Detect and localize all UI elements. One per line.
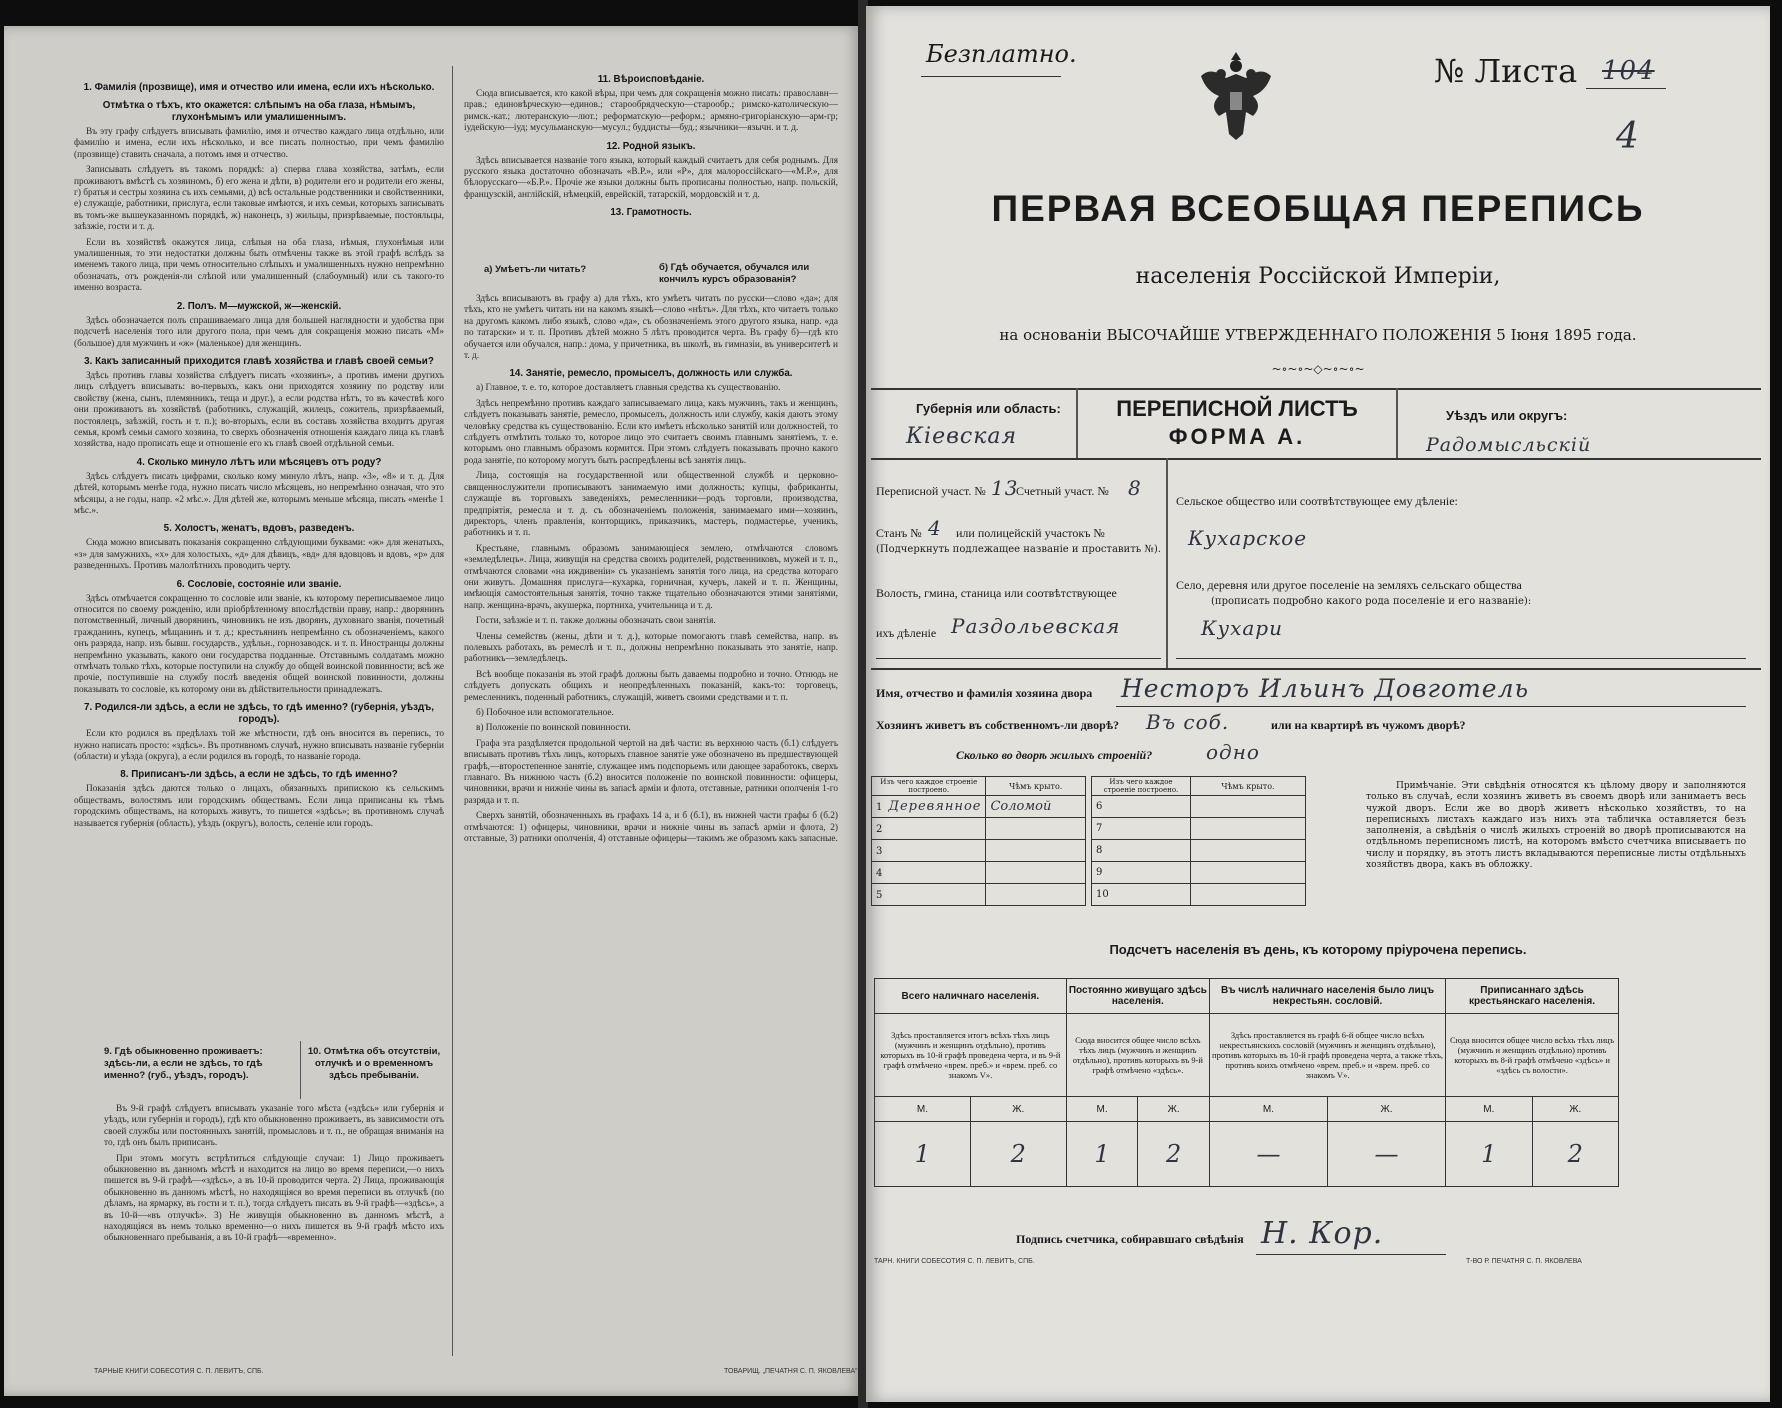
- buildings-head-roof: Чѣмъ крыто.: [986, 777, 1086, 796]
- buildings-table-right: [1091, 776, 1306, 906]
- literacy-b-heading: б) Гдѣ обучается, обучался или кончилъ курсъ образованія?: [659, 262, 810, 285]
- header-band-div-2: [1396, 388, 1398, 458]
- building-number: 3: [876, 846, 883, 857]
- sheet-number-label: № Листа: [1434, 52, 1578, 90]
- free-label: Безплатно.: [926, 40, 1077, 68]
- instruction-column-1: [74, 76, 444, 1066]
- building-roof: [986, 862, 1086, 884]
- building-row: [872, 862, 1086, 884]
- building-row: [872, 818, 1086, 840]
- building-roof: [1191, 862, 1306, 884]
- village-line: [1176, 658, 1746, 659]
- village-label: Село, деревня или другое поселеніе на земляхъ сельскаго общества: [1176, 578, 1522, 592]
- population-female-head: Ж.: [1328, 1097, 1446, 1122]
- population-count: —: [1209, 1122, 1327, 1187]
- police-note: (Подчеркнуть подлежащее названіе и проставить №).: [876, 544, 1161, 555]
- building-material-cell: [872, 796, 986, 818]
- instruction-paragraph: Въ эту графу слѣдуетъ вписывать фамилію, имя и отчество каждаго лица отдѣльно, или фамилію и имена, если ихъ нѣсколько, и все писать полностью, при чемъ фамилію (прозвище) ставить сначала, а потомъ имя и отчество.: [74, 127, 444, 160]
- double-headed-eagle-emblem: [1191, 46, 1281, 146]
- census-subtitle: населенія Россійской Имперіи,: [1135, 264, 1501, 289]
- instruction-heading: 3. Какъ записанный приходится главѣ хозяйства и главѣ своей семьи?: [84, 355, 434, 367]
- building-row: [1092, 796, 1306, 818]
- instruction-paragraph: Здѣсь отмѣчается сокращенно то сословіе или званіе, къ которому переписываемое лицо относится по своему рожденію, или пріобрѣтенному впослѣдствіи праву, напр.: дворянинъ потомственный, личный дворянинъ, чиновникъ не изъ дворянъ, духовнаго званія, почетный гражданинъ, купецъ, мѣщанинъ и т. д.; крестьянинъ непремѣнно съ обозначеніемъ, какого онъ разряда, напр. изъ бывш. государств., удѣльн., горнозаводск. и т. п. Иностранцы должны непремѣнно указывать, какого они государства подданные. Отставнымъ солдатамъ можно отмѣчать только тѣхъ, которые поступили на службу до общей воинской повинности; всѣ же прочіе, поступившіе на службу послѣ введенія общей воинской повинности, должны показывать то сословіе, къ которому они въ дѣйствительности принадлежатъ.: [74, 593, 444, 695]
- instruction-heading: 5. Холостъ, женатъ, вдовъ, разведенъ.: [163, 523, 355, 535]
- instruction-heading: 13. Грамотность.: [610, 207, 692, 219]
- population-group-head: Постоянно живущаго здѣсь населенія.: [1066, 979, 1209, 1014]
- printer-imprint-left: ТАРНЫЕ КНИГИ СОБЕСОТИЯ С. П. ЛЕВИТЪ, СПБ.: [94, 1368, 264, 1375]
- location-block-bottom: [871, 668, 1761, 670]
- form-subtitle: ФОРМА А.: [1168, 424, 1306, 449]
- building-number: 2: [876, 824, 883, 835]
- society-label: Сельское общество или соотвѣтствующее ему дѣленіе:: [1176, 494, 1458, 508]
- province-label: Губернія или область:: [916, 401, 1061, 416]
- ornament: ~∘~∘~◇~∘~∘~: [1271, 362, 1365, 376]
- building-roof: [986, 840, 1086, 862]
- buildings-head-material: Изъ чего каждое строеніе построено.: [1092, 777, 1191, 796]
- instruction-heading: 12. Родной языкъ.: [606, 140, 696, 152]
- building-row: [872, 796, 1086, 818]
- instruction-paragraph: Показанія здѣсь даются только о лицахъ, обязанныхъ припискою къ сельскимъ обществамъ, волостямъ или городскимъ обществамъ. Если лица приписаны къ тѣмъ городскимъ обществамъ, на которыхъ живутъ, то пишется «здѣсь»; въ противномъ случаѣ называется губернія (область), уѣздъ (округъ), волость, селеніе или городъ.: [74, 784, 444, 829]
- building-row: [1092, 862, 1306, 884]
- building-roof: [1191, 796, 1306, 818]
- volost-line: [876, 658, 1161, 659]
- stan-value: 4: [928, 516, 942, 540]
- instruction-heading: 1. Фамилія (прозвище), имя и отчество или имена, если ихъ нѣсколько.: [83, 82, 435, 93]
- volost-label-1: Волость, гмина, станица или соотвѣтствующее: [876, 586, 1117, 600]
- sheet-number-value: 104: [1602, 56, 1655, 86]
- police-label: или полицейскій участокъ №: [956, 526, 1105, 540]
- instruction-heading: 2. Полъ. М—мужской, ж—женскій.: [176, 300, 342, 312]
- instruction-page: [4, 26, 860, 1396]
- instruction-heading: 8. Приписанъ-ли здѣсь, а если не здѣсь, то гдѣ именно?: [120, 769, 398, 781]
- building-material-cell: [872, 840, 986, 862]
- instruction-paragraph: Здѣсь вписывается названіе того языка, который каждый считаетъ для себя роднымъ. Для русского языка достаточно обозначать «В.Р.», или «Р», для малороссійскаго—«М.Р.», для бѣлорусскаго—«Б.Р.». Прочіе же языки должны быть прописаны полностью, напр. польскій, французскій, англійскій, нѣмецкій, еврейскій, татарскій, мордовскій и т. д.: [464, 155, 838, 200]
- location-divider: [1166, 458, 1168, 668]
- buildings-note: Примѣчаніе. Эти свѣдѣнія относятся къ цѣлому двору и заполняются только въ случаѣ, если хозяинъ живетъ въ своемъ дворѣ или занимаетъ весь чужой дворъ. Если же во дворѣ живетъ нѣсколько хозяйствъ, то на переписныхъ листахъ каждаго изъ нихъ эта табличка оставляется безъ заполненія, а свѣдѣнія о числѣ жилыхъ строеній во дворѣ прописываются на отдѣльномъ переписномъ листѣ, на которомъ вмѣсто счетчика вписываетъ по числу и порядку, въ этотъ листъ вкладываются переписные листы отдѣльныхъ хозяйствъ двора, какъ въ обложку.: [1366, 781, 1746, 871]
- census-basis: на основаніи ВЫСОЧАЙШЕ УТВЕРЖДЕННАГО ПОЛОЖЕНІЯ 5 Іюня 1895 года.: [999, 326, 1637, 344]
- building-roof: [986, 884, 1086, 906]
- stan-label: Станъ №: [876, 526, 922, 540]
- building-number: 1: [876, 802, 883, 813]
- signature-line: [1256, 1254, 1446, 1255]
- society-value: Кухарское: [1188, 526, 1308, 550]
- instruction-paragraph: Гости, заѣзжіе и т. п. также должны обозначать свои занятія.: [476, 616, 716, 627]
- volost-label-2: ихъ дѣленіе: [876, 626, 937, 640]
- buildings-head-material: Изъ чего каждое строеніе построено.: [872, 777, 986, 796]
- instruction-paragraph: Здѣсь обозначается полъ спрашиваемаго лица для большей наглядности и удобства при подсчетѣ населенія того или другого пола, при чемъ для сокращенія можно писать «М» (большое) для мужчинъ и «ж» (маленькое) для женщинъ.: [74, 315, 444, 349]
- instruction-paragraph: Графа эта раздѣляется продольной чертой на двѣ части: въ верхнюю часть (б.1) слѣдуетъ вписывать противъ тѣхъ лицъ, которыхъ главное занятіе уже обозначено въ предшествующей графѣ,—второстепенное занятіе, служащее имъ подспорьемъ или дающее заработокъ, сверхъ главнаго. Въ нижнюю часть (б.2) вносится положеніе по воинской повинности: офицеры, чиновники, врачи и нижніе чины въ запасѣ арміи и флота, отставные, ратники ополченія 1-го разряда и т. п.: [464, 738, 838, 806]
- census-form-page: [866, 6, 1770, 1402]
- sheet-number-underline: [1586, 88, 1666, 89]
- instruction-paragraph: Здѣсь противъ главы хозяйства слѣдуетъ писать «хозяинъ», а противъ имени другихъ лицъ слѣдуетъ вписывать: во-первыхъ, какъ они приходятся хозяину по родству или свойству (жена, сынъ, племянникъ, теща и друг.), а если родства нѣтъ, то въ качествѣ кого они проживаютъ въ хозяйствѣ (работникъ, служащій, жилецъ, сожитель, призрѣваемый, постоялецъ, заѣзжій, гость и т. п.); во-вторыхъ, если въ составъ хозяйства входитъ другая семья, кромѣ семьи самого хозяина, то сверхъ обозначенія отношенія каждаго лица къ главѣ хозяйства, надо прописать еще и отношеніе его къ главѣ своей отдѣльной семьи.: [74, 370, 444, 450]
- count-unit-value: 8: [1128, 476, 1142, 500]
- instruction-paragraph: Сверхъ занятій, обозначенныхъ въ графахъ 14 а, и б (б.1), въ нижней части графы б (б.2) отмѣчаются: 1) офицеры, чиновники, врачи и нижніе чины въ запасѣ арміи и флота, 2) отставные, 3) ратники ополченія, 4) отставные офицеры—такимъ же образомъ какъ запасные.: [464, 811, 838, 845]
- population-count: 2: [1138, 1122, 1210, 1187]
- printer-imprint-left: ТАРН. КНИГИ СОБЕСОТИЯ С. П. ЛЕВИТЪ, СПБ.: [874, 1258, 1035, 1265]
- building-row: [1092, 840, 1306, 862]
- instruction-column-1-bottom: [104, 1104, 444, 1354]
- instruction-heading: 14. Занятіе, ремесло, промыселъ, должность или служба.: [509, 368, 793, 380]
- building-roof: [1191, 840, 1306, 862]
- instruction-paragraph: Сюда вписывается, кто какой вѣры, при чемъ для сокращенія можно писать: православн—прав.; единовѣрческую—единов.; старообрядческую—старообр.; римско-католическую—римск.-кат.; лютеранскую—лют.; реформатскую—реформ.; армяно-григоріанскую—арм-гр; іудейскую—іуд; мусульманскую—мусул.; буддисты—буд.; язычники—язычн. и т. д.: [464, 89, 838, 134]
- printer-imprint-right: Т-ВО Р. ПЕЧАТНЯ С. П. ЯКОВЛЕВА: [1466, 1258, 1582, 1265]
- instruction-paragraph: Здѣсь слѣдуетъ писать цифрами, сколько кому минуло лѣтъ, напр. «3», «8» и т. д. Для дѣтей, которымъ менѣе года, нужно писать число мѣсяцевъ, но непремѣнно означая, что это мѣсяцы, а не годы, напр. «2 мѣс.». Для дѣтей же, которымъ меньше мѣсяца, писать «менѣе 1 мѣс.».: [74, 471, 444, 516]
- population-group-head: Въ числѣ наличнаго населенія было лицъ некрестьян. сословій.: [1209, 979, 1445, 1014]
- signature-value: Н. Кор.: [1261, 1216, 1384, 1251]
- own-house-value: Въ соб.: [1146, 710, 1230, 734]
- building-number: 6: [1092, 796, 1191, 818]
- column-divider: [452, 66, 453, 1356]
- buildings-value: одно: [1206, 740, 1260, 764]
- own-house-label: Хозяинъ живетъ въ собственномъ-ли дворѣ?: [876, 718, 1120, 732]
- q9-heading: 9. Гдѣ обыкновенно проживаетъ: здѣсь-ли, а если не здѣсь, то гдѣ именно? (губ., уѣздъ, городъ).: [104, 1046, 263, 1081]
- population-female-head: Ж.: [970, 1097, 1066, 1122]
- building-number: 8: [1092, 840, 1191, 862]
- instruction-paragraph: Въ 9-й графѣ слѣдуетъ вписывать указаніе того мѣста («здѣсь» или губернія и уѣздъ, или губернія и городъ), гдѣ кто обыкновенно проживаетъ, въ зависимости отъ своей службы или постоянныхъ занятій, промысловъ и т. п., не обращая вниманія на то, гдѣ онъ былъ приписанъ.: [104, 1104, 444, 1149]
- population-male-head: М.: [1446, 1097, 1532, 1122]
- population-female-head: Ж.: [1532, 1097, 1618, 1122]
- instruction-paragraph: в) Положеніе по воинской повинности.: [476, 723, 631, 734]
- header-band-top: [871, 388, 1761, 390]
- building-material-cell: [872, 884, 986, 906]
- building-row: [872, 884, 1086, 906]
- corner-mark: 4: [1616, 116, 1640, 157]
- building-material-cell: [872, 862, 986, 884]
- free-underline: [921, 76, 1061, 77]
- instruction-heading: 6. Сословіе, состояніе или званіе.: [176, 578, 342, 590]
- building-number: 7: [1092, 818, 1191, 840]
- form-title: ПЕРЕПИСНОЙ ЛИСТЪ: [1116, 396, 1358, 421]
- count-unit-label: Счетный участ. №: [1016, 484, 1109, 498]
- building-material: Деревянное: [888, 799, 982, 814]
- owner-line: [1116, 706, 1746, 707]
- population-count: 2: [970, 1122, 1066, 1187]
- building-row: [872, 840, 1086, 862]
- population-female-head: Ж.: [1138, 1097, 1210, 1122]
- instruction-paragraph: Если въ хозяйствѣ окажутся лица, слѣпыя на оба глаза, нѣмыя, глухонѣмыя или умалишенныя, то эти недостатки должны быть отмѣчены также въ этой графѣ вслѣдъ за именемъ такого лица, при чемъ относительно слѣпыхъ и умалишенныхъ нужно непремѣнно обозначать, отъ рожденія-ли слѣпой или умалишенный (слабоумный) или съ такого-то именно возраста.: [74, 237, 444, 294]
- village-note: (прописать подробно какого рода поселеніе и его названіе):: [1211, 596, 1532, 607]
- population-group-head: Приписаннаго здѣсь крестьянскаго населенія.: [1446, 979, 1619, 1014]
- literacy-a-heading: а) Умѣетъ-ли читать?: [484, 264, 587, 275]
- population-group-desc: Здѣсь проставляется итогъ всѣхъ тѣхъ лицъ (мужчинъ и женщинъ отдѣльно), противъ которыхъ въ 10-й графѣ проведена черта, и въ 9-й графѣ отмѣчено «врем. преб.» и «врем. преб. со знакомъ V».: [875, 1014, 1067, 1097]
- population-count: 1: [875, 1122, 971, 1187]
- instruction-heading: 7. Родился-ли здѣсь, а если не здѣсь, то гдѣ именно? (губернія, уѣздъ, городъ).: [84, 702, 434, 726]
- instruction-paragraph: Лица, состоящія на государственной или общественной службѣ и церковно-священнослужители прописываютъ занимаемую ими должность; купцы, фабриканты, служащіе въ торговыхъ заведеніяхъ, ремесленники—родъ торговли, производства, предпріятія, ремесла и т. д. съ обозначеніемъ положенія, занимаемаго ими—хозяинъ, директоръ, членъ правленія, конторщикъ, приказчикъ, мастеръ, подмастерье, ученикъ, работникъ и т. п.: [464, 471, 838, 539]
- province-value: Кіевская: [906, 424, 1018, 449]
- population-count: 1: [1446, 1122, 1532, 1187]
- buildings-table-left: [871, 776, 1086, 906]
- buildings-head-roof: Чѣмъ крыто.: [1191, 777, 1306, 796]
- instruction-heading: Отмѣтка о тѣхъ, кто окажется: слѣпымъ на оба глаза, нѣмымъ, глухонѣмымъ или умалишеннымъ.: [102, 100, 416, 123]
- instruction-heading: 4. Сколько минуло лѣтъ или мѣсяцевъ отъ роду?: [136, 456, 382, 468]
- building-material-cell: [872, 818, 986, 840]
- building-roof: [1191, 818, 1306, 840]
- printer-imprint-mid: ТОВАРИЩ. „ПЕЧАТНЯ С. П. ЯКОВЛЕВА“: [724, 1368, 858, 1375]
- instruction-paragraph: Здѣсь вписываютъ въ графу а) для тѣхъ, кто умѣетъ читать по русски—слово «да»; для тѣхъ, кто не умѣетъ читать ни на какомъ языкѣ—слово «нѣтъ». Для тѣхъ, кто читаетъ только на другомъ какомъ либо языкѣ, слово «да», съ обозначеніемъ этого другого языка, напр. «да по татарски» и т. п. Противъ дѣтей можно 5 лѣтъ проводится черта. Въ графу б)—гдѣ кто обучается или обучался, напр.: дома, у причетника, въ школѣ, въ гимназіи, въ университетѣ и т. д.: [464, 294, 838, 362]
- census-unit-value: 13: [991, 476, 1019, 500]
- instruction-paragraph: При этомъ могутъ встрѣтиться слѣдующіе случаи: 1) Лицо проживаетъ обыкновенно въ данномъ мѣстѣ и находится на лицо во время переписи,—о нихъ пишется въ 9-й графѣ—«здѣсь», а въ 10-й проводится черта. 2) Лица, проживающія обыкновенно въ данномъ мѣстѣ, но находящіяся во время переписи въ отлучкѣ (по дѣламъ, на ярмарку, въ гости и т. п.), тогда слѣдуетъ писать въ 9-й графѣ—«здѣсь», а въ 10-й—«въ отлучкѣ». 3) Не живущія обыкновенно въ данномъ мѣстѣ, а находящіяся въ немъ только временно—о нихъ пишется въ 9-й графѣ мѣсто ихъ обыкновеннаго пребыванія, а въ 10-й графѣ—«временно».: [104, 1153, 444, 1244]
- instruction-paragraph: Если кто родился въ предѣлахъ той же мѣстности, гдѣ онъ вносится въ перепись, то нужно написать просто: «здѣсь». Въ противномъ случаѣ, нужно вписывать названіе губерніи (области) и уѣзда (округа), а если родился въ городѣ, то названіе города.: [74, 729, 444, 763]
- county-label: Уѣздъ или округъ:: [1446, 408, 1568, 423]
- q9-q10-divider: [300, 1041, 301, 1099]
- instruction-heading: 11. Вѣроисповѣданіе.: [597, 74, 705, 85]
- building-roof: Соломой: [986, 796, 1086, 818]
- instruction-column-2: [464, 68, 838, 258]
- instruction-paragraph: Члены семействъ (жены, дѣти и т. д.), которые помогаютъ главѣ семейства, напр. въ полевыхъ работахъ, въ ремеслѣ и т. п., должны непремѣнно показывать это занятіе, напр. работникъ—земледѣлецъ.: [464, 631, 838, 665]
- instruction-paragraph: а) Главное, т. е. то, которое доставляетъ главныя средства къ существованію.: [476, 383, 781, 394]
- instruction-paragraph: Крестьяне, главнымъ образомъ занимающіеся землею, отмѣчаются словомъ «земледѣлецъ». Лица, живущія на средства своихъ родителей, родственниковъ, мужей и т. п., отмѣчаются словами «на иждивеніи» съ указаніемъ занятія того лица, на средства котораго они живутъ. Домашняя прислуга—кухарка, горничная, кучеръ, лакей и т. п. Женщины, имѣющія самостоятельныя занятія, точно также тщательно обозначаются этими занятіями, напр. женщина-врачъ, акушерка, портниха, учительница и т. д.: [464, 543, 838, 611]
- building-roof: [1191, 884, 1306, 906]
- building-number: 10: [1092, 884, 1191, 906]
- population-group-desc: Сюда вносится общее число всѣхъ тѣхъ лицъ (мужчинъ и женщинъ отдѣльно), противъ которыхъ въ 9-й графѣ отмѣчено «здѣсь».: [1066, 1014, 1209, 1097]
- instruction-paragraph: Записывать слѣдуетъ въ такомъ порядкѣ: а) сперва глава хозяйства, затѣмъ, если проживаютъ вмѣстѣ съ хозяиномъ, б) его жена и дѣти, в) родители его и родители его жены, г) братья и сестры хозяина съ ихъ семьями, д) всѣ остальные родственники и свойственники, е) служащіе, работники, прислуга, если таковые имѣются, и ихъ семьи, которыхъ записывать въ томъ-же вышеуказанномъ порядкѣ, ж) наконецъ, з) жильцы, призрѣваемые, постояльцы, заѣзжіе, гости и т. д.: [74, 165, 444, 233]
- building-row: [1092, 818, 1306, 840]
- village-value: Кухари: [1201, 616, 1283, 640]
- population-count: 2: [1532, 1122, 1618, 1187]
- instruction-paragraph: б) Побочное или вспомогательное.: [476, 708, 614, 718]
- population-male-head: М.: [1209, 1097, 1327, 1122]
- population-male-head: М.: [875, 1097, 971, 1122]
- header-band-bottom: [871, 458, 1761, 460]
- building-number: 5: [876, 890, 883, 901]
- rent-label: или на квартирѣ въ чужомъ дворѣ?: [1271, 718, 1466, 732]
- census-unit-label: Переписной участ. №: [876, 484, 986, 498]
- population-table: [874, 978, 1619, 1187]
- instruction-paragraph: Сюда можно вписывать показанія сокращенно слѣдующими буквами: «ж» для женатыхъ, «з» для замужнихъ, «х» для холостыхъ, «д» для дѣвицъ, «вд» для вдовцовъ и вдовъ, «р» для разведенныхъ. Противъ малолѣтнихъ проводить черту.: [74, 538, 444, 572]
- building-roof: [986, 818, 1086, 840]
- owner-value: Несторъ Ильинъ Довготель: [1121, 674, 1530, 703]
- signature-label: Подпись счетчика, собиравшаго свѣдѣнія: [1016, 1232, 1244, 1246]
- population-title: Подсчетъ населенія въ день, къ которому пріурочена перепись.: [1109, 942, 1527, 957]
- population-group-desc: Сюда вносится общее число всѣхъ тѣхъ лицъ (мужчинъ и женщинъ отдѣльно) противъ которыхъ въ 8-й графѣ отмѣчено «здѣсь» и «здѣсь съ волости».: [1446, 1014, 1619, 1097]
- q10-heading: 10. Отмѣтка объ отсутствіи, отлучкѣ и о временномъ здѣсь пребываніи.: [307, 1046, 441, 1081]
- population-count: —: [1328, 1122, 1446, 1187]
- building-number: 9: [1092, 862, 1191, 884]
- population-group-desc: Здѣсь проставляется въ графѣ 6-й общее число всѣхъ некрестьянскихъ сословій (мужчинъ и женщинъ отдѣльно), противъ которыхъ въ 10-й графѣ проведена черта, а также тѣхъ, противъ коихъ отмѣчено «врем. преб.» и «врем. преб. со знакомъ V».: [1209, 1014, 1445, 1097]
- volost-value: Раздольевская: [951, 614, 1121, 638]
- instruction-paragraph: Здѣсь непремѣнно противъ каждаго записываемаго лица, какъ мужчинъ, такъ и женщинъ, слѣдуетъ показывать занятіе, ремесло, промыселъ, должность или службу, какія даютъ этому человѣку средства къ существованію. Если кто имѣетъ нѣсколько занятій или должностей, то слѣдуетъ отмѣтить только то, которое лицо это считаетъ своимъ главнымъ занятіемъ, т. е. которымъ оно главнымъ образомъ кормится. При этомъ слѣдуетъ показывать прочно какого рода занятіе, по которому могутъ быть распредѣлены всѣ занятія лицъ.: [464, 398, 838, 466]
- buildings-label: Сколько во дворѣ жилыхъ строеній?: [956, 748, 1153, 762]
- building-number: 4: [876, 868, 883, 879]
- census-title: ПЕРВАЯ ВСЕОБЩАЯ ПЕРЕПИСЬ: [991, 188, 1645, 229]
- population-male-head: М.: [1066, 1097, 1138, 1122]
- population-group-head: Всего наличнаго населенія.: [875, 979, 1067, 1014]
- owner-label: Имя, отчество и фамилія хозяина двора: [876, 686, 1093, 700]
- county-value: Радомысльскій: [1426, 434, 1592, 456]
- population-count: 1: [1066, 1122, 1138, 1187]
- instruction-column-2-bottom: [464, 294, 838, 1364]
- instruction-paragraph: Всѣ вообще показанія въ этой графѣ должны быть даваемы подробно и точно. Отнюдь не слѣдуетъ допускать общихъ и неопредѣленныхъ показаній, какъ-то: торговецъ, ремесленникъ, поденный работникъ, служащій, живетъ своими средствами и т. п.: [464, 669, 838, 703]
- building-row: [1092, 884, 1306, 906]
